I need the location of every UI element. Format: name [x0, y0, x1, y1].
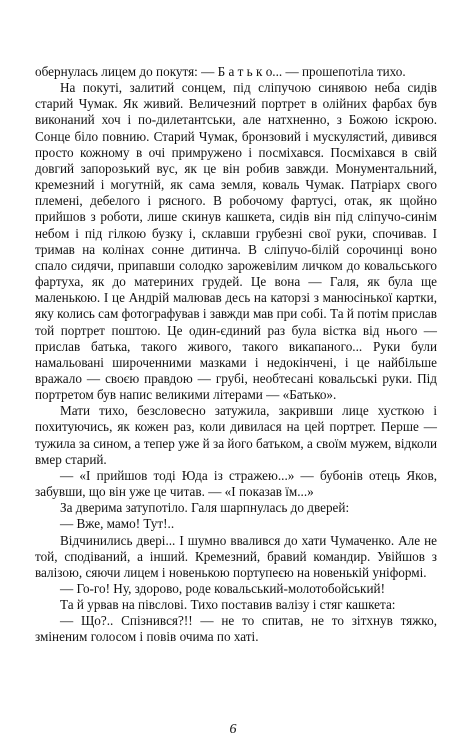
paragraph-4: — «І прийшов тоді Юда із стражею...» — бубонів отець Яков, забувши, що він уже це читав. — «І показав їм...»	[35, 467, 437, 500]
page-number: 6	[229, 722, 237, 737]
paragraph-2: На покуті, залитий сонцем, під сліпучою синявою неба сидів старий Чумак. Як живий. Величезний портрет в олійних фарбах був виконаний хоч і по-дилетантськи, але натхненно, з Божою іскрою. Сонце біло повнию. Старий Чумак, бронзовий і мускулястий, дивився просто кожному в очі примружено і посміхався. Посміхався в свій довгий запорозький вус, як це він робив завжди. Монументальний, кремезний і могутній, як сама земля, коваль Чумак. Патріарх свого племені, дебелого і рясного. В робочому фартусі, отак, як щойно прийшов з роботи, лише скинув кашкета, сидів він під сліпучо-синім небом і під гілкою бузку і, склавши грубезні свої руки, спочивав. І тримав на колінах сонне дитинча. В сліпучо-білій сорочинці воно спало сидячи, припавши солодко зарожевілим личком до ковальського фартуха, як до материних грудей. Це вона — Галя, як була ще маленькою. І це Андрій малював десь на каторзі з манюсінької картки, яку колись сам фотографував і завжди мав при собі. Та й потім прислав той портрет поштою. Це один-єдиний раз була вістка від нього — прислав батька, такого живого, такого викапаного... Руки були намальовані широченними мазками і недокінчені, і це найбільше вражало — своєю правдою — грубі, необтесані ковальські руки. Під портретом був напис великими літерами — «Батько».	[35, 80, 437, 403]
paragraph-3: Мати тихо, безсловесно затужила, закривши лице хусткою і похитуючись, як кожен раз, коли дивилася на цей портрет. Перше — тужила за сином, а тепер уже й за його батьком, а своїм мужем, відколи вмер старий.	[35, 403, 437, 467]
paragraph-6: — Вже, мамо! Тут!..	[60, 516, 175, 532]
paragraph-7: Відчинились двері... І шумно ввалився до хати Чумаченко. Але не той, сподіваний, а інший. Кремезний, бравий командир. Увійшов з валізою, сяючи лицем і новенькою портупеєю на новенькій уніформі.	[35, 532, 437, 580]
paragraph-10: — Що?.. Спізнився?!! — не то спитав, не то зітхнув тяжко, зміненим голосом і повів очима по хаті.	[35, 613, 437, 645]
paragraph-5: За дверима затупотіло. Галя шарпнулась до дверей:	[60, 500, 350, 516]
paragraph-9: Та й урвав на півслові. Тихо поставив валізу і стяг кашкета:	[60, 597, 396, 613]
paragraph-8: — Го-го! Ну, здорово, роде ковальський-молотобойський!	[60, 581, 385, 596]
page-body	[35, 64, 437, 646]
paragraph-1: обернулась лицем до покутя: — Б а т ь к о... — прошепотіла тихо.	[35, 64, 406, 79]
